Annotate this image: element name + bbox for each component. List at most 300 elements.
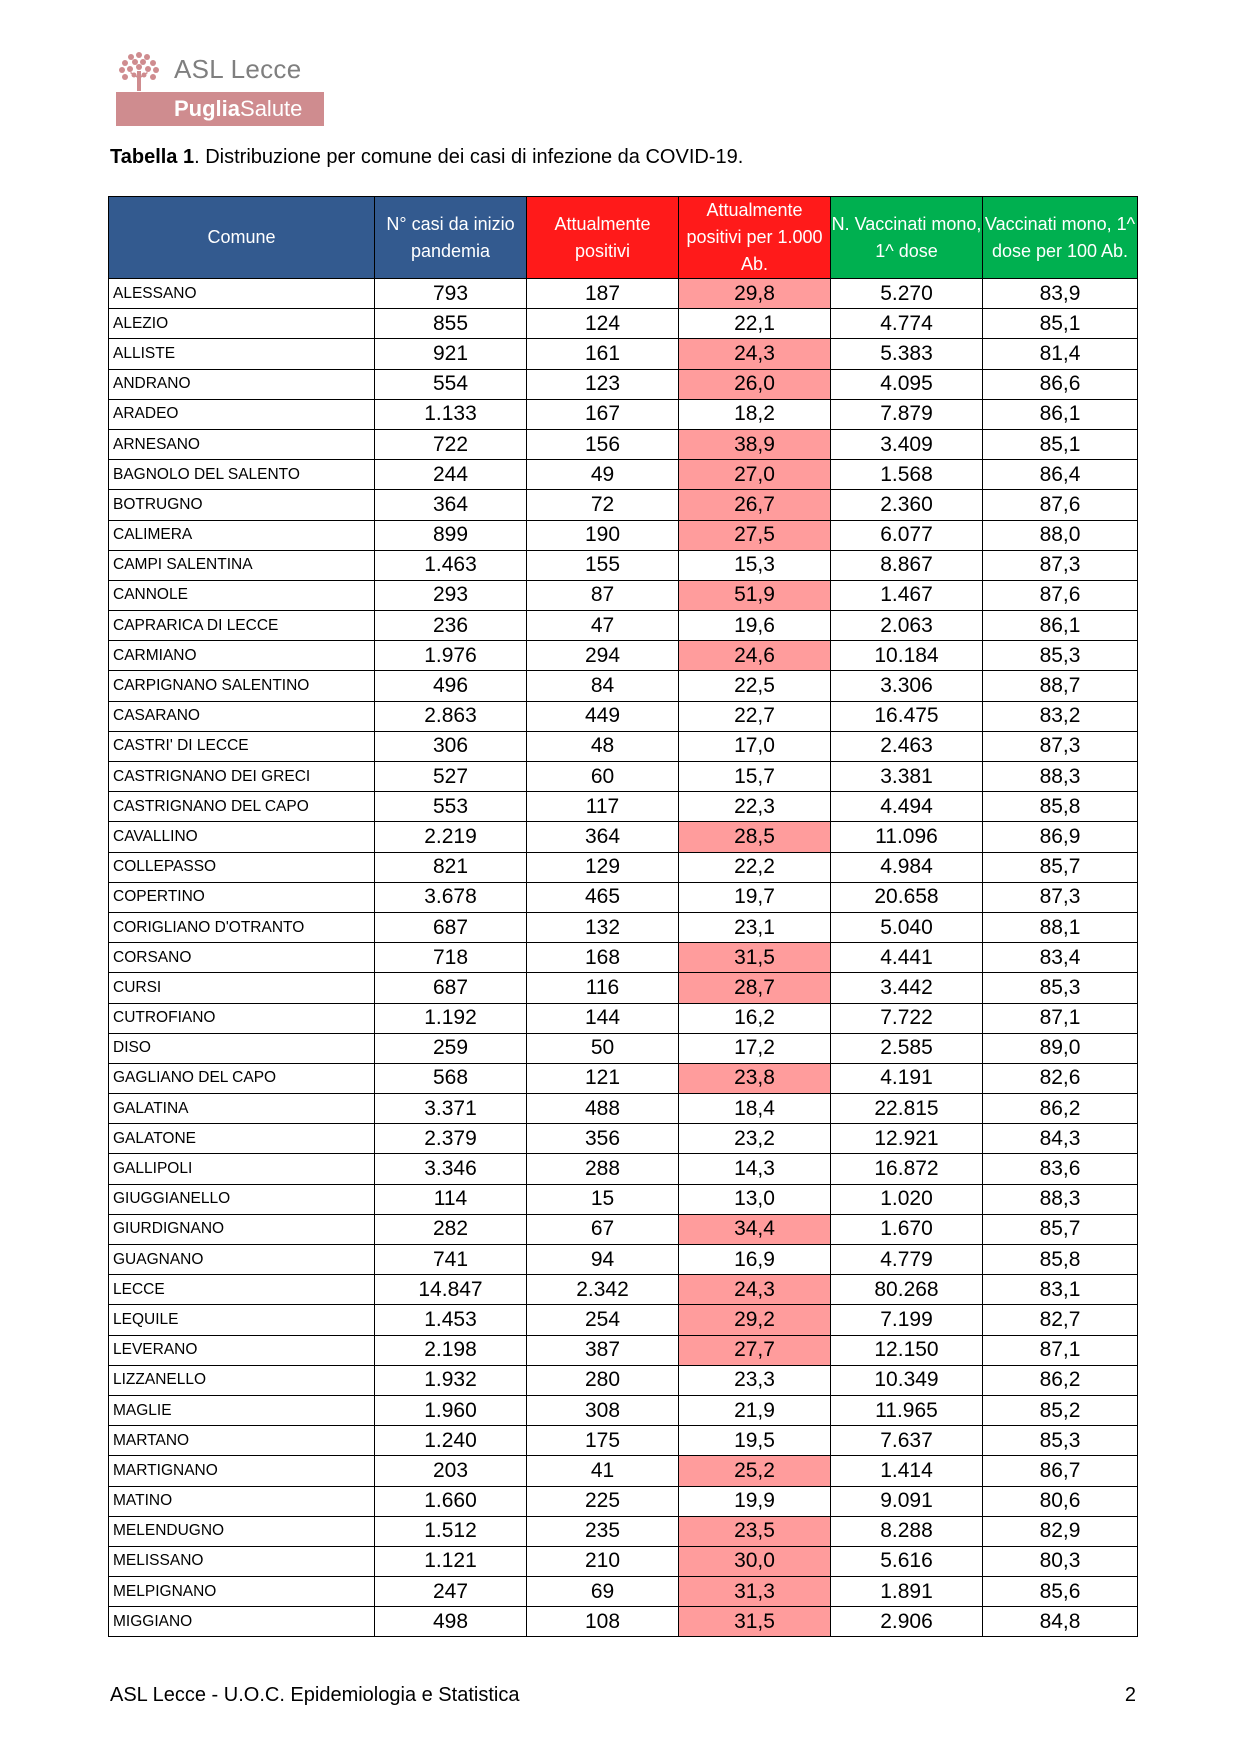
cell-vaccinati: 1.020: [831, 1184, 983, 1214]
table-row: [109, 1124, 1138, 1154]
cell-vaccinati-per-100: 85,3: [983, 973, 1138, 1003]
cell-casi-totali: 496: [375, 671, 527, 701]
cell-vaccinati-per-100: 86,2: [983, 1094, 1138, 1124]
caption-label: Tabella 1: [110, 146, 195, 168]
cell-vaccinati: 12.921: [831, 1124, 983, 1154]
cell-positivi-per-1000: 24,3: [679, 1275, 831, 1305]
cell-comune: BOTRUGNO: [109, 490, 375, 520]
cell-vaccinati: 8.867: [831, 550, 983, 580]
cell-positivi-per-1000: 28,7: [679, 973, 831, 1003]
cell-casi-totali: 687: [375, 912, 527, 942]
table-row: [109, 1335, 1138, 1365]
cell-attualmente-positivi: 129: [527, 852, 679, 882]
cell-comune: MATINO: [109, 1486, 375, 1516]
table-row: [109, 1426, 1138, 1456]
table-caption: [110, 146, 743, 169]
table-row: [109, 943, 1138, 973]
cell-attualmente-positivi: 47: [527, 611, 679, 641]
cell-attualmente-positivi: 69: [527, 1577, 679, 1607]
cell-positivi-per-1000: 31,3: [679, 1577, 831, 1607]
cell-vaccinati: 10.349: [831, 1365, 983, 1395]
cell-positivi-per-1000: 22,7: [679, 701, 831, 731]
cell-vaccinati-per-100: 85,7: [983, 852, 1138, 882]
cell-casi-totali: 1.660: [375, 1486, 527, 1516]
cell-attualmente-positivi: 167: [527, 399, 679, 429]
cell-positivi-per-1000: 19,9: [679, 1486, 831, 1516]
table-row: [109, 1275, 1138, 1305]
cell-attualmente-positivi: 48: [527, 731, 679, 761]
table-row: [109, 1577, 1138, 1607]
cell-attualmente-positivi: 308: [527, 1395, 679, 1425]
cell-vaccinati-per-100: 87,1: [983, 1003, 1138, 1033]
cell-vaccinati-per-100: 83,4: [983, 943, 1138, 973]
cell-attualmente-positivi: 50: [527, 1033, 679, 1063]
table-row: [109, 1245, 1138, 1275]
cell-attualmente-positivi: 187: [527, 279, 679, 309]
cell-casi-totali: 3.346: [375, 1154, 527, 1184]
cell-attualmente-positivi: 280: [527, 1365, 679, 1395]
cell-comune: GALATINA: [109, 1094, 375, 1124]
cell-vaccinati: 11.965: [831, 1395, 983, 1425]
cell-positivi-per-1000: 51,9: [679, 580, 831, 610]
cell-vaccinati-per-100: 85,2: [983, 1395, 1138, 1425]
cell-vaccinati-per-100: 83,1: [983, 1275, 1138, 1305]
cell-positivi-per-1000: 26,0: [679, 369, 831, 399]
table-row: [109, 1154, 1138, 1184]
cell-vaccinati-per-100: 85,1: [983, 309, 1138, 339]
cell-positivi-per-1000: 29,8: [679, 279, 831, 309]
cell-positivi-per-1000: 23,1: [679, 912, 831, 942]
cell-attualmente-positivi: 175: [527, 1426, 679, 1456]
table-row: [109, 1003, 1138, 1033]
cell-comune: ALESSANO: [109, 279, 375, 309]
cell-positivi-per-1000: 19,7: [679, 882, 831, 912]
cell-comune: CANNOLE: [109, 580, 375, 610]
cell-vaccinati-per-100: 82,7: [983, 1305, 1138, 1335]
cell-vaccinati: 4.774: [831, 309, 983, 339]
cell-attualmente-positivi: 161: [527, 339, 679, 369]
table-row: [109, 1063, 1138, 1093]
cell-attualmente-positivi: 41: [527, 1456, 679, 1486]
cell-vaccinati: 1.467: [831, 580, 983, 610]
cell-comune: MELISSANO: [109, 1546, 375, 1576]
cell-comune: CARPIGNANO SALENTINO: [109, 671, 375, 701]
cell-attualmente-positivi: 132: [527, 912, 679, 942]
logo-org-name: ASL Lecce: [174, 54, 302, 84]
cell-attualmente-positivi: 121: [527, 1063, 679, 1093]
cell-comune: MAGLIE: [109, 1395, 375, 1425]
cell-comune: GAGLIANO DEL CAPO: [109, 1063, 375, 1093]
cell-vaccinati: 2.360: [831, 490, 983, 520]
cell-attualmente-positivi: 144: [527, 1003, 679, 1033]
cell-vaccinati: 1.414: [831, 1456, 983, 1486]
cell-vaccinati: 6.077: [831, 520, 983, 550]
cell-vaccinati: 3.381: [831, 762, 983, 792]
cell-vaccinati-per-100: 88,3: [983, 762, 1138, 792]
cell-positivi-per-1000: 26,7: [679, 490, 831, 520]
cell-vaccinati: 4.441: [831, 943, 983, 973]
cell-attualmente-positivi: 15: [527, 1184, 679, 1214]
cell-casi-totali: 1.240: [375, 1426, 527, 1456]
header-comune: Comune: [109, 197, 375, 279]
cell-vaccinati: 7.199: [831, 1305, 983, 1335]
cell-attualmente-positivi: 87: [527, 580, 679, 610]
cell-vaccinati: 20.658: [831, 882, 983, 912]
cell-comune: ALEZIO: [109, 309, 375, 339]
cell-attualmente-positivi: 116: [527, 973, 679, 1003]
tree-logo-icon: [116, 49, 162, 93]
table-row: [109, 1033, 1138, 1063]
cell-casi-totali: 14.847: [375, 1275, 527, 1305]
cell-casi-totali: 527: [375, 762, 527, 792]
table-row: [109, 339, 1138, 369]
cell-comune: LIZZANELLO: [109, 1365, 375, 1395]
cell-vaccinati-per-100: 83,2: [983, 701, 1138, 731]
table-row: [109, 429, 1138, 459]
cell-vaccinati-per-100: 85,8: [983, 792, 1138, 822]
cell-comune: CURSI: [109, 973, 375, 1003]
cell-positivi-per-1000: 23,2: [679, 1124, 831, 1154]
cell-positivi-per-1000: 31,5: [679, 943, 831, 973]
cell-vaccinati: 16.872: [831, 1154, 983, 1184]
cell-vaccinati-per-100: 86,1: [983, 399, 1138, 429]
logo-brand-bar: [116, 92, 324, 126]
cell-attualmente-positivi: 254: [527, 1305, 679, 1335]
cell-casi-totali: 259: [375, 1033, 527, 1063]
cell-vaccinati-per-100: 84,8: [983, 1607, 1138, 1637]
cell-positivi-per-1000: 30,0: [679, 1546, 831, 1576]
cell-attualmente-positivi: 488: [527, 1094, 679, 1124]
cell-attualmente-positivi: 387: [527, 1335, 679, 1365]
cell-vaccinati-per-100: 83,6: [983, 1154, 1138, 1184]
cell-casi-totali: 1.512: [375, 1516, 527, 1546]
table-row: [109, 882, 1138, 912]
footer-text: ASL Lecce - U.O.C. Epidemiologia e Statistica: [110, 1684, 520, 1706]
cell-attualmente-positivi: 60: [527, 762, 679, 792]
cell-vaccinati-per-100: 87,3: [983, 882, 1138, 912]
table-row: [109, 822, 1138, 852]
cell-vaccinati: 7.637: [831, 1426, 983, 1456]
cell-attualmente-positivi: 210: [527, 1546, 679, 1576]
cell-comune: MELPIGNANO: [109, 1577, 375, 1607]
cell-vaccinati-per-100: 80,3: [983, 1546, 1138, 1576]
cell-vaccinati-per-100: 81,4: [983, 339, 1138, 369]
cell-vaccinati: 5.270: [831, 279, 983, 309]
cell-vaccinati-per-100: 86,2: [983, 1365, 1138, 1395]
cell-vaccinati-per-100: 80,6: [983, 1486, 1138, 1516]
cell-comune: ALLISTE: [109, 339, 375, 369]
cell-attualmente-positivi: 465: [527, 882, 679, 912]
cell-comune: COLLEPASSO: [109, 852, 375, 882]
cell-casi-totali: 244: [375, 460, 527, 490]
cell-comune: CASTRI' DI LECCE: [109, 731, 375, 761]
table-row: [109, 520, 1138, 550]
cell-comune: CASTRIGNANO DEI GRECI: [109, 762, 375, 792]
cell-casi-totali: 2.198: [375, 1335, 527, 1365]
cell-casi-totali: 2.219: [375, 822, 527, 852]
cell-positivi-per-1000: 22,5: [679, 671, 831, 701]
table-row: [109, 1094, 1138, 1124]
cell-positivi-per-1000: 17,2: [679, 1033, 831, 1063]
cell-casi-totali: 1.463: [375, 550, 527, 580]
table-row: [109, 460, 1138, 490]
cell-vaccinati: 4.984: [831, 852, 983, 882]
cell-comune: CAPRARICA DI LECCE: [109, 611, 375, 641]
table-row: [109, 671, 1138, 701]
cell-comune: BAGNOLO DEL SALENTO: [109, 460, 375, 490]
cell-vaccinati-per-100: 87,1: [983, 1335, 1138, 1365]
cell-casi-totali: 718: [375, 943, 527, 973]
cell-comune: GUAGNANO: [109, 1245, 375, 1275]
cell-vaccinati: 5.616: [831, 1546, 983, 1576]
cell-attualmente-positivi: 49: [527, 460, 679, 490]
cell-positivi-per-1000: 34,4: [679, 1214, 831, 1244]
table-row: [109, 1184, 1138, 1214]
cell-comune: CUTROFIANO: [109, 1003, 375, 1033]
cell-positivi-per-1000: 15,3: [679, 550, 831, 580]
cell-positivi-per-1000: 27,0: [679, 460, 831, 490]
cell-casi-totali: 2.863: [375, 701, 527, 731]
cell-vaccinati-per-100: 85,7: [983, 1214, 1138, 1244]
cell-comune: MARTANO: [109, 1426, 375, 1456]
cell-casi-totali: 498: [375, 1607, 527, 1637]
cell-positivi-per-1000: 24,6: [679, 641, 831, 671]
cell-comune: MARTIGNANO: [109, 1456, 375, 1486]
table-row: [109, 309, 1138, 339]
cell-casi-totali: 1.121: [375, 1546, 527, 1576]
cell-attualmente-positivi: 449: [527, 701, 679, 731]
cell-positivi-per-1000: 13,0: [679, 1184, 831, 1214]
cell-vaccinati-per-100: 87,6: [983, 580, 1138, 610]
cell-casi-totali: 1.133: [375, 399, 527, 429]
table-row: [109, 641, 1138, 671]
cell-vaccinati-per-100: 87,3: [983, 731, 1138, 761]
cell-vaccinati-per-100: 86,4: [983, 460, 1138, 490]
cell-positivi-per-1000: 15,7: [679, 762, 831, 792]
cell-vaccinati-per-100: 88,1: [983, 912, 1138, 942]
cell-attualmente-positivi: 123: [527, 369, 679, 399]
cell-positivi-per-1000: 18,2: [679, 399, 831, 429]
cell-vaccinati: 4.494: [831, 792, 983, 822]
cell-comune: MELENDUGNO: [109, 1516, 375, 1546]
cell-vaccinati-per-100: 86,6: [983, 369, 1138, 399]
cell-attualmente-positivi: 155: [527, 550, 679, 580]
table-row: [109, 1546, 1138, 1576]
cell-vaccinati: 7.879: [831, 399, 983, 429]
cell-vaccinati-per-100: 86,1: [983, 611, 1138, 641]
cell-vaccinati-per-100: 89,0: [983, 1033, 1138, 1063]
cell-vaccinati: 4.095: [831, 369, 983, 399]
table-row: [109, 550, 1138, 580]
cell-casi-totali: 568: [375, 1063, 527, 1093]
cell-casi-totali: 741: [375, 1245, 527, 1275]
cell-comune: CORIGLIANO D'OTRANTO: [109, 912, 375, 942]
table-row: [109, 762, 1138, 792]
cell-vaccinati-per-100: 85,6: [983, 1577, 1138, 1607]
cell-comune: CARMIANO: [109, 641, 375, 671]
cell-casi-totali: 553: [375, 792, 527, 822]
cell-vaccinati-per-100: 82,9: [983, 1516, 1138, 1546]
cell-casi-totali: 306: [375, 731, 527, 761]
cell-vaccinati: 3.306: [831, 671, 983, 701]
cell-casi-totali: 1.453: [375, 1305, 527, 1335]
table-row: [109, 611, 1138, 641]
cell-comune: GIUGGIANELLO: [109, 1184, 375, 1214]
table-row: [109, 1395, 1138, 1425]
cell-casi-totali: 247: [375, 1577, 527, 1607]
cell-positivi-per-1000: 31,5: [679, 1607, 831, 1637]
cell-positivi-per-1000: 38,9: [679, 429, 831, 459]
cell-attualmente-positivi: 356: [527, 1124, 679, 1154]
cell-vaccinati-per-100: 86,9: [983, 822, 1138, 852]
cell-attualmente-positivi: 84: [527, 671, 679, 701]
cell-positivi-per-1000: 28,5: [679, 822, 831, 852]
cell-casi-totali: 282: [375, 1214, 527, 1244]
cell-vaccinati-per-100: 85,1: [983, 429, 1138, 459]
cell-positivi-per-1000: 19,6: [679, 611, 831, 641]
cell-attualmente-positivi: 94: [527, 1245, 679, 1275]
cell-positivi-per-1000: 22,3: [679, 792, 831, 822]
cell-casi-totali: 1.960: [375, 1395, 527, 1425]
cell-positivi-per-1000: 29,2: [679, 1305, 831, 1335]
cell-comune: LEVERANO: [109, 1335, 375, 1365]
cell-positivi-per-1000: 19,5: [679, 1426, 831, 1456]
cell-vaccinati: 2.463: [831, 731, 983, 761]
cell-vaccinati-per-100: 86,7: [983, 1456, 1138, 1486]
cell-positivi-per-1000: 22,1: [679, 309, 831, 339]
table-row: [109, 1607, 1138, 1637]
cell-comune: CAMPI SALENTINA: [109, 550, 375, 580]
table-row: [109, 792, 1138, 822]
cell-vaccinati-per-100: 88,0: [983, 520, 1138, 550]
cell-vaccinati: 1.670: [831, 1214, 983, 1244]
cell-vaccinati: 80.268: [831, 1275, 983, 1305]
table-row: [109, 1214, 1138, 1244]
table-body: [109, 279, 1138, 1637]
cell-casi-totali: 1.192: [375, 1003, 527, 1033]
cell-casi-totali: 2.379: [375, 1124, 527, 1154]
table-row: [109, 1516, 1138, 1546]
cell-vaccinati: 5.383: [831, 339, 983, 369]
table-row: [109, 1305, 1138, 1335]
cell-vaccinati: 5.040: [831, 912, 983, 942]
cell-casi-totali: 921: [375, 339, 527, 369]
cell-casi-totali: 3.678: [375, 882, 527, 912]
cell-attualmente-positivi: 2.342: [527, 1275, 679, 1305]
table-row: [109, 912, 1138, 942]
cell-casi-totali: 793: [375, 279, 527, 309]
cell-vaccinati-per-100: 85,8: [983, 1245, 1138, 1275]
caption-text: . Distribuzione per comune dei casi di infezione da COVID-19.: [194, 146, 744, 168]
table-header-row: [109, 197, 1138, 279]
asl-lecce-logo: [116, 46, 324, 126]
cell-comune: CASARANO: [109, 701, 375, 731]
cell-vaccinati-per-100: 87,6: [983, 490, 1138, 520]
cell-vaccinati: 11.096: [831, 822, 983, 852]
cell-comune: GIURDIGNANO: [109, 1214, 375, 1244]
cell-comune: CASTRIGNANO DEL CAPO: [109, 792, 375, 822]
cell-attualmente-positivi: 168: [527, 943, 679, 973]
cell-vaccinati: 16.475: [831, 701, 983, 731]
cell-vaccinati: 1.568: [831, 460, 983, 490]
cell-attualmente-positivi: 117: [527, 792, 679, 822]
table-row: [109, 1365, 1138, 1395]
cell-casi-totali: 855: [375, 309, 527, 339]
cell-attualmente-positivi: 72: [527, 490, 679, 520]
cell-vaccinati: 7.722: [831, 1003, 983, 1033]
cell-attualmente-positivi: 294: [527, 641, 679, 671]
cell-attualmente-positivi: 288: [527, 1154, 679, 1184]
cell-comune: DISO: [109, 1033, 375, 1063]
cell-casi-totali: 687: [375, 973, 527, 1003]
cell-vaccinati-per-100: 88,3: [983, 1184, 1138, 1214]
cell-casi-totali: 821: [375, 852, 527, 882]
header-casi-totali: N° casi da inizio pandemia: [375, 197, 527, 279]
cell-vaccinati: 9.091: [831, 1486, 983, 1516]
cell-comune: GALLIPOLI: [109, 1154, 375, 1184]
cell-vaccinati: 22.815: [831, 1094, 983, 1124]
cell-vaccinati: 1.891: [831, 1577, 983, 1607]
cell-vaccinati-per-100: 85,3: [983, 1426, 1138, 1456]
cell-attualmente-positivi: 67: [527, 1214, 679, 1244]
cell-vaccinati-per-100: 84,3: [983, 1124, 1138, 1154]
cell-casi-totali: 114: [375, 1184, 527, 1214]
cell-positivi-per-1000: 23,8: [679, 1063, 831, 1093]
cell-positivi-per-1000: 27,5: [679, 520, 831, 550]
cell-positivi-per-1000: 23,3: [679, 1365, 831, 1395]
cell-comune: ARADEO: [109, 399, 375, 429]
cell-attualmente-positivi: 364: [527, 822, 679, 852]
cell-vaccinati-per-100: 85,3: [983, 641, 1138, 671]
cell-attualmente-positivi: 235: [527, 1516, 679, 1546]
cell-vaccinati: 2.063: [831, 611, 983, 641]
table-row: [109, 399, 1138, 429]
table-row: [109, 701, 1138, 731]
table-row: [109, 852, 1138, 882]
cell-comune: CORSANO: [109, 943, 375, 973]
cell-positivi-per-1000: 23,5: [679, 1516, 831, 1546]
cell-casi-totali: 722: [375, 429, 527, 459]
header-vaccinati-per-100: Vaccinati mono, 1^ dose per 100 Ab.: [983, 197, 1138, 279]
cell-vaccinati: 10.184: [831, 641, 983, 671]
cell-vaccinati: 12.150: [831, 1335, 983, 1365]
cell-positivi-per-1000: 16,2: [679, 1003, 831, 1033]
cell-casi-totali: 899: [375, 520, 527, 550]
cell-vaccinati: 8.288: [831, 1516, 983, 1546]
covid-cases-table: [108, 196, 1138, 1637]
table-row: [109, 731, 1138, 761]
cell-vaccinati-per-100: 83,9: [983, 279, 1138, 309]
cell-positivi-per-1000: 17,0: [679, 731, 831, 761]
cell-comune: LECCE: [109, 1275, 375, 1305]
table-row: [109, 580, 1138, 610]
table-row: [109, 279, 1138, 309]
cell-comune: ARNESANO: [109, 429, 375, 459]
header-positivi-per-1000: Attualmente positivi per 1.000 Ab.: [679, 197, 831, 279]
cell-comune: ANDRANO: [109, 369, 375, 399]
cell-vaccinati: 2.585: [831, 1033, 983, 1063]
cell-attualmente-positivi: 124: [527, 309, 679, 339]
cell-casi-totali: 293: [375, 580, 527, 610]
cell-vaccinati: 3.409: [831, 429, 983, 459]
logo-brand-text: PugliaSalute: [174, 96, 303, 121]
cell-vaccinati-per-100: 82,6: [983, 1063, 1138, 1093]
cell-attualmente-positivi: 108: [527, 1607, 679, 1637]
cell-positivi-per-1000: 24,3: [679, 339, 831, 369]
header-vaccinati: N. Vaccinati mono, 1^ dose: [831, 197, 983, 279]
cell-casi-totali: 1.976: [375, 641, 527, 671]
table-row: [109, 1486, 1138, 1516]
